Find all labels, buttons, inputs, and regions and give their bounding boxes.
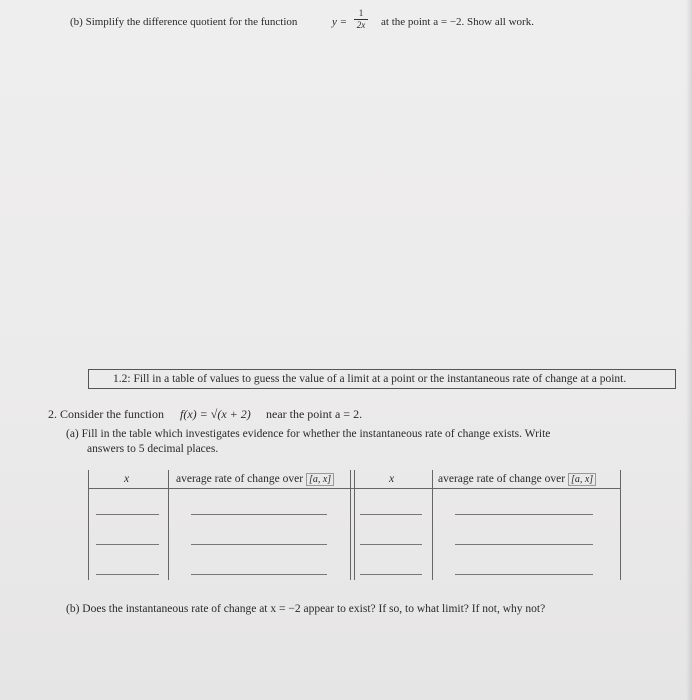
paper-edge-shadow (686, 0, 692, 700)
section-heading-box (88, 369, 676, 389)
answer-blank[interactable] (360, 544, 422, 545)
answer-blank[interactable] (455, 514, 593, 515)
answer-blank[interactable] (191, 574, 327, 575)
table-divider (354, 470, 355, 580)
header-avg-rate-right (438, 473, 596, 486)
answer-blank[interactable] (455, 574, 593, 575)
header-avg-rate-left-text: average rate of change over (176, 473, 304, 485)
answer-blank[interactable] (455, 544, 593, 545)
problem-b-prefix: (b) Simplify the difference quotient for the function (70, 16, 298, 28)
part-b-question: (b) Does the instantaneous rate of change at x = −2 appear to exist? If so, to what limit? If not, why not? (66, 603, 546, 615)
header-avg-rate-left (176, 473, 334, 486)
part-a-line-2: answers to 5 decimal places. (87, 443, 219, 455)
answer-blank[interactable] (191, 544, 327, 545)
fraction-numerator: 1 (358, 8, 364, 18)
problem-2-point: near the point a = 2. (266, 407, 363, 421)
table-divider (350, 470, 351, 580)
interval-right: [a, x] (568, 473, 596, 486)
answer-blank[interactable] (96, 544, 159, 545)
table-divider (88, 470, 89, 580)
function-fraction (352, 8, 370, 30)
problem-2-function: f(x) = √(x + 2) (180, 407, 251, 421)
problem-b-suffix: at the point a = −2. Show all work. (381, 16, 534, 28)
section-heading-label: 1.2: Fill in a table of values to guess the value of a limit at a point or the instantaneous rate of change at a point. (113, 373, 627, 385)
fraction-denominator: 2x (356, 20, 366, 30)
rate-of-change-table (88, 470, 621, 580)
function-lhs: y = (332, 16, 348, 28)
interval-left: [a, x] (306, 473, 334, 486)
answer-blank[interactable] (360, 514, 422, 515)
problem-2-intro: 2. Consider the function (48, 407, 164, 421)
answer-blank[interactable] (191, 514, 327, 515)
table-divider (620, 470, 621, 580)
header-avg-rate-right-text: average rate of change over (438, 473, 566, 485)
answer-blank[interactable] (96, 574, 159, 575)
answer-blank[interactable] (96, 514, 159, 515)
part-a-line-1: (a) Fill in the table which investigates evidence for whether the instantaneous rate of change exists. Write (66, 428, 551, 440)
answer-blank[interactable] (360, 574, 422, 575)
header-x-right: x (389, 473, 395, 485)
header-x-left: x (124, 473, 130, 485)
table-divider (168, 470, 169, 580)
table-divider (432, 470, 433, 580)
